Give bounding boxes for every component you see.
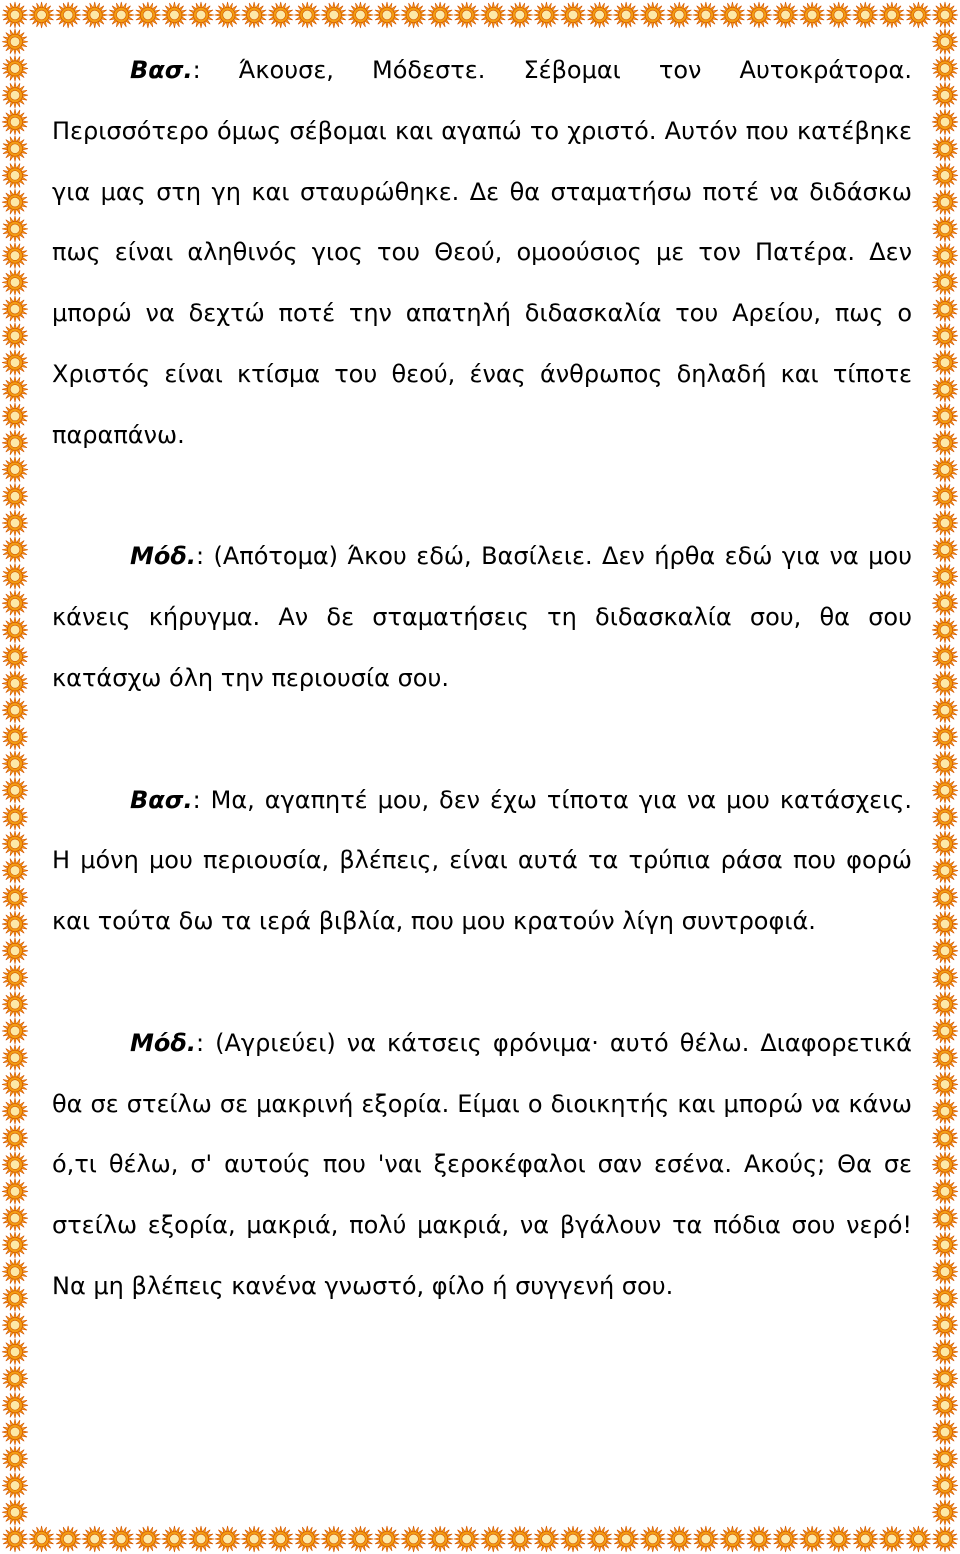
sun-flower-icon <box>613 1526 639 1552</box>
sun-flower-icon <box>2 1259 28 1285</box>
sun-flower-icon <box>2 29 28 55</box>
sun-flower-icon <box>294 2 320 28</box>
speech-text: : Μα, αγαπητέ μου, δεν έχω τίποτα για να μου κατάσχεις. Η μόνη μου περιουσία, βλέπεις, είναι αυτά τα τρύπια ράσα που φορώ και τούτα δω τα ιερά βιβλία, που μου κρατούν λίγη συντροφιά. <box>52 785 912 936</box>
sun-flower-icon <box>932 162 958 188</box>
sun-flower-icon <box>2 590 28 616</box>
sun-flower-icon <box>2 216 28 242</box>
sun-flower-icon <box>2 858 28 884</box>
sun-flower-icon <box>932 216 958 242</box>
sun-flower-icon <box>2 1018 28 1044</box>
sun-flower-icon <box>932 537 958 563</box>
sun-flower-icon <box>268 1526 294 1552</box>
sun-flower-icon <box>932 457 958 483</box>
sun-flower-icon <box>746 1526 772 1552</box>
sun-flower-icon <box>2 563 28 589</box>
sun-flower-icon <box>932 483 958 509</box>
sun-flower-icon <box>932 697 958 723</box>
sun-flower-icon <box>932 403 958 429</box>
sun-flower-icon <box>719 2 745 28</box>
sun-flower-icon <box>2 1152 28 1178</box>
sun-flower-icon <box>932 911 958 937</box>
sun-flower-icon <box>932 1419 958 1445</box>
sun-flower-icon <box>666 2 692 28</box>
sun-flower-icon <box>2 537 28 563</box>
sun-flower-icon <box>321 1526 347 1552</box>
sun-flower-icon <box>2 189 28 215</box>
sun-flower-icon <box>2 1232 28 1258</box>
sun-flower-icon <box>932 777 958 803</box>
sun-flower-icon <box>2 55 28 81</box>
sun-flower-icon <box>82 2 108 28</box>
sun-flower-icon <box>932 1045 958 1071</box>
sun-flower-icon <box>241 1526 267 1552</box>
sun-flower-icon <box>932 858 958 884</box>
speaker-label: Μόδ. <box>130 1028 196 1057</box>
sun-flower-icon <box>2 269 28 295</box>
sun-flower-icon <box>2 1392 28 1418</box>
sun-flower-icon <box>932 884 958 910</box>
speaker-label: Βασ. <box>130 785 193 814</box>
sun-flower-icon <box>2 777 28 803</box>
sun-flower-icon <box>932 617 958 643</box>
sun-flower-icon <box>454 1526 480 1552</box>
sun-flower-icon <box>932 510 958 536</box>
sun-flower-icon <box>480 1526 506 1552</box>
dialogue-text <box>52 40 912 1378</box>
sun-flower-icon <box>2 1045 28 1071</box>
sun-flower-icon <box>932 1339 958 1365</box>
sun-flower-icon <box>879 2 905 28</box>
sun-flower-icon <box>932 804 958 830</box>
sun-flower-icon <box>401 2 427 28</box>
sun-flower-icon <box>640 1526 666 1552</box>
sun-flower-icon <box>2 323 28 349</box>
sun-flower-icon <box>241 2 267 28</box>
sun-flower-icon <box>932 1499 958 1525</box>
sun-flower-icon <box>932 350 958 376</box>
sun-flower-icon <box>879 1526 905 1552</box>
sun-flower-icon <box>852 2 878 28</box>
sun-flower-icon <box>932 751 958 777</box>
sun-flower-icon <box>2 296 28 322</box>
sun-flower-icon <box>587 1526 613 1552</box>
sun-flower-icon <box>2 1526 28 1552</box>
sun-flower-icon <box>932 1446 958 1472</box>
sun-flower-icon <box>773 2 799 28</box>
sun-flower-icon <box>932 1526 958 1552</box>
paragraph-3 <box>52 770 912 952</box>
sun-flower-icon <box>2 1473 28 1499</box>
sun-flower-icon <box>2 376 28 402</box>
sun-flower-icon <box>2 1125 28 1151</box>
sun-flower-icon <box>2 1339 28 1365</box>
sun-flower-icon <box>188 1526 214 1552</box>
sun-flower-icon <box>2 483 28 509</box>
sun-flower-icon <box>533 1526 559 1552</box>
sun-flower-icon <box>2 109 28 135</box>
sun-flower-icon <box>932 1312 958 1338</box>
sun-flower-icon <box>799 2 825 28</box>
sun-flower-icon <box>2 1312 28 1338</box>
sun-flower-icon <box>932 136 958 162</box>
sun-flower-icon <box>2 510 28 536</box>
sun-flower-icon <box>321 2 347 28</box>
sun-flower-icon <box>2 350 28 376</box>
sun-flower-icon <box>932 376 958 402</box>
sun-flower-icon <box>932 243 958 269</box>
sun-flower-icon <box>932 82 958 108</box>
sun-flower-icon <box>932 55 958 81</box>
sun-flower-icon <box>773 1526 799 1552</box>
sun-flower-icon <box>932 1205 958 1231</box>
sun-flower-icon <box>2 724 28 750</box>
sun-flower-icon <box>2 162 28 188</box>
sun-flower-icon <box>347 2 373 28</box>
sun-flower-icon <box>2 82 28 108</box>
sun-flower-icon <box>135 2 161 28</box>
sun-flower-icon <box>932 1259 958 1285</box>
sun-flower-icon <box>2 1366 28 1392</box>
sun-flower-icon <box>905 1526 931 1552</box>
sun-flower-icon <box>2 403 28 429</box>
sun-flower-icon <box>2 965 28 991</box>
sun-flower-icon <box>932 109 958 135</box>
sun-flower-icon <box>2 1205 28 1231</box>
sun-flower-icon <box>932 1178 958 1204</box>
sun-flower-icon <box>932 1152 958 1178</box>
sun-flower-icon <box>161 1526 187 1552</box>
sun-flower-icon <box>2 670 28 696</box>
sun-flower-icon <box>932 831 958 857</box>
sun-flower-icon <box>2 911 28 937</box>
sun-flower-icon <box>2 457 28 483</box>
sun-flower-icon <box>932 1018 958 1044</box>
sun-flower-icon <box>613 2 639 28</box>
sun-flower-icon <box>215 1526 241 1552</box>
sun-flower-icon <box>932 2 958 28</box>
sun-flower-icon <box>427 1526 453 1552</box>
sun-flower-icon <box>932 590 958 616</box>
sun-flower-icon <box>932 1392 958 1418</box>
speaker-label: Μόδ. <box>130 542 196 571</box>
sun-flower-icon <box>932 991 958 1017</box>
sun-flower-icon <box>2 1178 28 1204</box>
speech-text: : Άκουσε, Μόδεστε. Σέβομαι τον Αυτοκράτορα. Περισσότερο όμως σέβομαι και αγαπώ το χριστό. Αυτόν που κατέβηκε για μας στη γη και σταυρώθηκε. Δε θα σταματήσω ποτέ να διδάσκω πως είναι αληθινός γιος του Θεού, ομοούσιος με τον Πατέρα. Δεν μπορώ να δεχτώ ποτέ την απατηλή διδασκαλία του Αρείου, πως ο Χριστός είναι κτίσμα του θεού, ένας άνθρωπος δηλαδή και τίποτε παραπάνω. <box>52 56 912 449</box>
sun-flower-icon <box>932 430 958 456</box>
sun-flower-icon <box>108 2 134 28</box>
sun-flower-icon <box>55 1526 81 1552</box>
paragraph-4 <box>52 1013 912 1317</box>
sun-flower-icon <box>799 1526 825 1552</box>
paragraph-2 <box>52 526 912 708</box>
sun-flower-icon <box>932 1071 958 1097</box>
sun-flower-icon <box>2 1285 28 1311</box>
sun-flower-icon <box>2 884 28 910</box>
sun-flower-icon <box>932 29 958 55</box>
sun-flower-icon <box>2 617 28 643</box>
sun-flower-icon <box>268 2 294 28</box>
sun-flower-icon <box>161 2 187 28</box>
sun-flower-icon <box>932 269 958 295</box>
sun-flower-icon <box>852 1526 878 1552</box>
sun-flower-icon <box>29 1526 55 1552</box>
sun-flower-icon <box>108 1526 134 1552</box>
sun-flower-icon <box>29 2 55 28</box>
sun-flower-icon <box>2 1499 28 1525</box>
speaker-label: Βασ. <box>130 56 193 84</box>
sun-flower-icon <box>507 2 533 28</box>
sun-flower-icon <box>932 1232 958 1258</box>
sun-flower-icon <box>2 1419 28 1445</box>
sun-flower-icon <box>2 804 28 830</box>
sun-flower-icon <box>2 697 28 723</box>
sun-flower-icon <box>2 831 28 857</box>
sun-flower-icon <box>932 563 958 589</box>
sun-flower-icon <box>932 670 958 696</box>
sun-flower-icon <box>2 938 28 964</box>
sun-flower-icon <box>905 2 931 28</box>
sun-flower-icon <box>587 2 613 28</box>
sun-flower-icon <box>347 1526 373 1552</box>
sun-flower-icon <box>932 1366 958 1392</box>
sun-flower-icon <box>2 243 28 269</box>
sun-flower-icon <box>746 2 772 28</box>
speech-text: : (Απότομα) Άκου εδώ, Βασίλειε. Δεν ήρθα εδώ για να μου κάνεις κήρυγμα. Αν δε σταματήσεις τη διδασκαλία σου, θα σου κατάσχω όλη την περιουσία σου. <box>52 542 912 692</box>
sun-flower-icon <box>932 1473 958 1499</box>
sun-flower-icon <box>932 1125 958 1151</box>
sun-flower-icon <box>932 965 958 991</box>
sun-flower-icon <box>932 323 958 349</box>
sun-flower-icon <box>427 2 453 28</box>
sun-flower-icon <box>932 644 958 670</box>
sun-flower-icon <box>2 991 28 1017</box>
sun-flower-icon <box>188 2 214 28</box>
sun-flower-icon <box>2 644 28 670</box>
sun-flower-icon <box>135 1526 161 1552</box>
sun-flower-icon <box>932 1098 958 1124</box>
sun-flower-icon <box>666 1526 692 1552</box>
sun-flower-icon <box>560 1526 586 1552</box>
sun-flower-icon <box>2 430 28 456</box>
sun-flower-icon <box>480 2 506 28</box>
sun-flower-icon <box>560 2 586 28</box>
sun-flower-icon <box>533 2 559 28</box>
sun-flower-icon <box>507 1526 533 1552</box>
sun-flower-icon <box>2 1071 28 1097</box>
sun-flower-icon <box>2 1446 28 1472</box>
sun-flower-icon <box>2 751 28 777</box>
sun-flower-icon <box>640 2 666 28</box>
sun-flower-icon <box>401 1526 427 1552</box>
sun-flower-icon <box>932 1285 958 1311</box>
speech-text: : (Αγριεύει) να κάτσεις φρόνιμα· αυτό θέλω. Διαφορετικά θα σε στείλω σε μακρινή εξορία. Είμαι ο διοικητής και μπορώ να κάνω ό,τι θέλω, σ' αυτούς που 'ναι ξεροκέφαλοι σαν εσένα. Ακούς; Θα σε στείλω εξορία, μακριά, πολύ μακριά, να βγάλουν τα πόδια σου νερό! Να μη βλέπεις κανένα γνωστό, φίλο ή συγγενή σου. <box>52 1028 912 1300</box>
sun-flower-icon <box>82 1526 108 1552</box>
sun-flower-icon <box>826 1526 852 1552</box>
sun-flower-icon <box>932 938 958 964</box>
sun-flower-icon <box>2 2 28 28</box>
sun-flower-icon <box>932 724 958 750</box>
sun-flower-icon <box>374 2 400 28</box>
sun-flower-icon <box>932 296 958 322</box>
paragraph-1 <box>52 40 912 466</box>
sun-flower-icon <box>55 2 81 28</box>
sun-flower-icon <box>719 1526 745 1552</box>
sun-flower-icon <box>693 2 719 28</box>
sun-flower-icon <box>2 136 28 162</box>
sun-flower-icon <box>294 1526 320 1552</box>
sun-flower-icon <box>932 189 958 215</box>
sun-flower-icon <box>693 1526 719 1552</box>
sun-flower-icon <box>374 1526 400 1552</box>
sun-flower-icon <box>826 2 852 28</box>
sun-flower-icon <box>454 2 480 28</box>
sun-flower-icon <box>2 1098 28 1124</box>
sun-flower-icon <box>215 2 241 28</box>
